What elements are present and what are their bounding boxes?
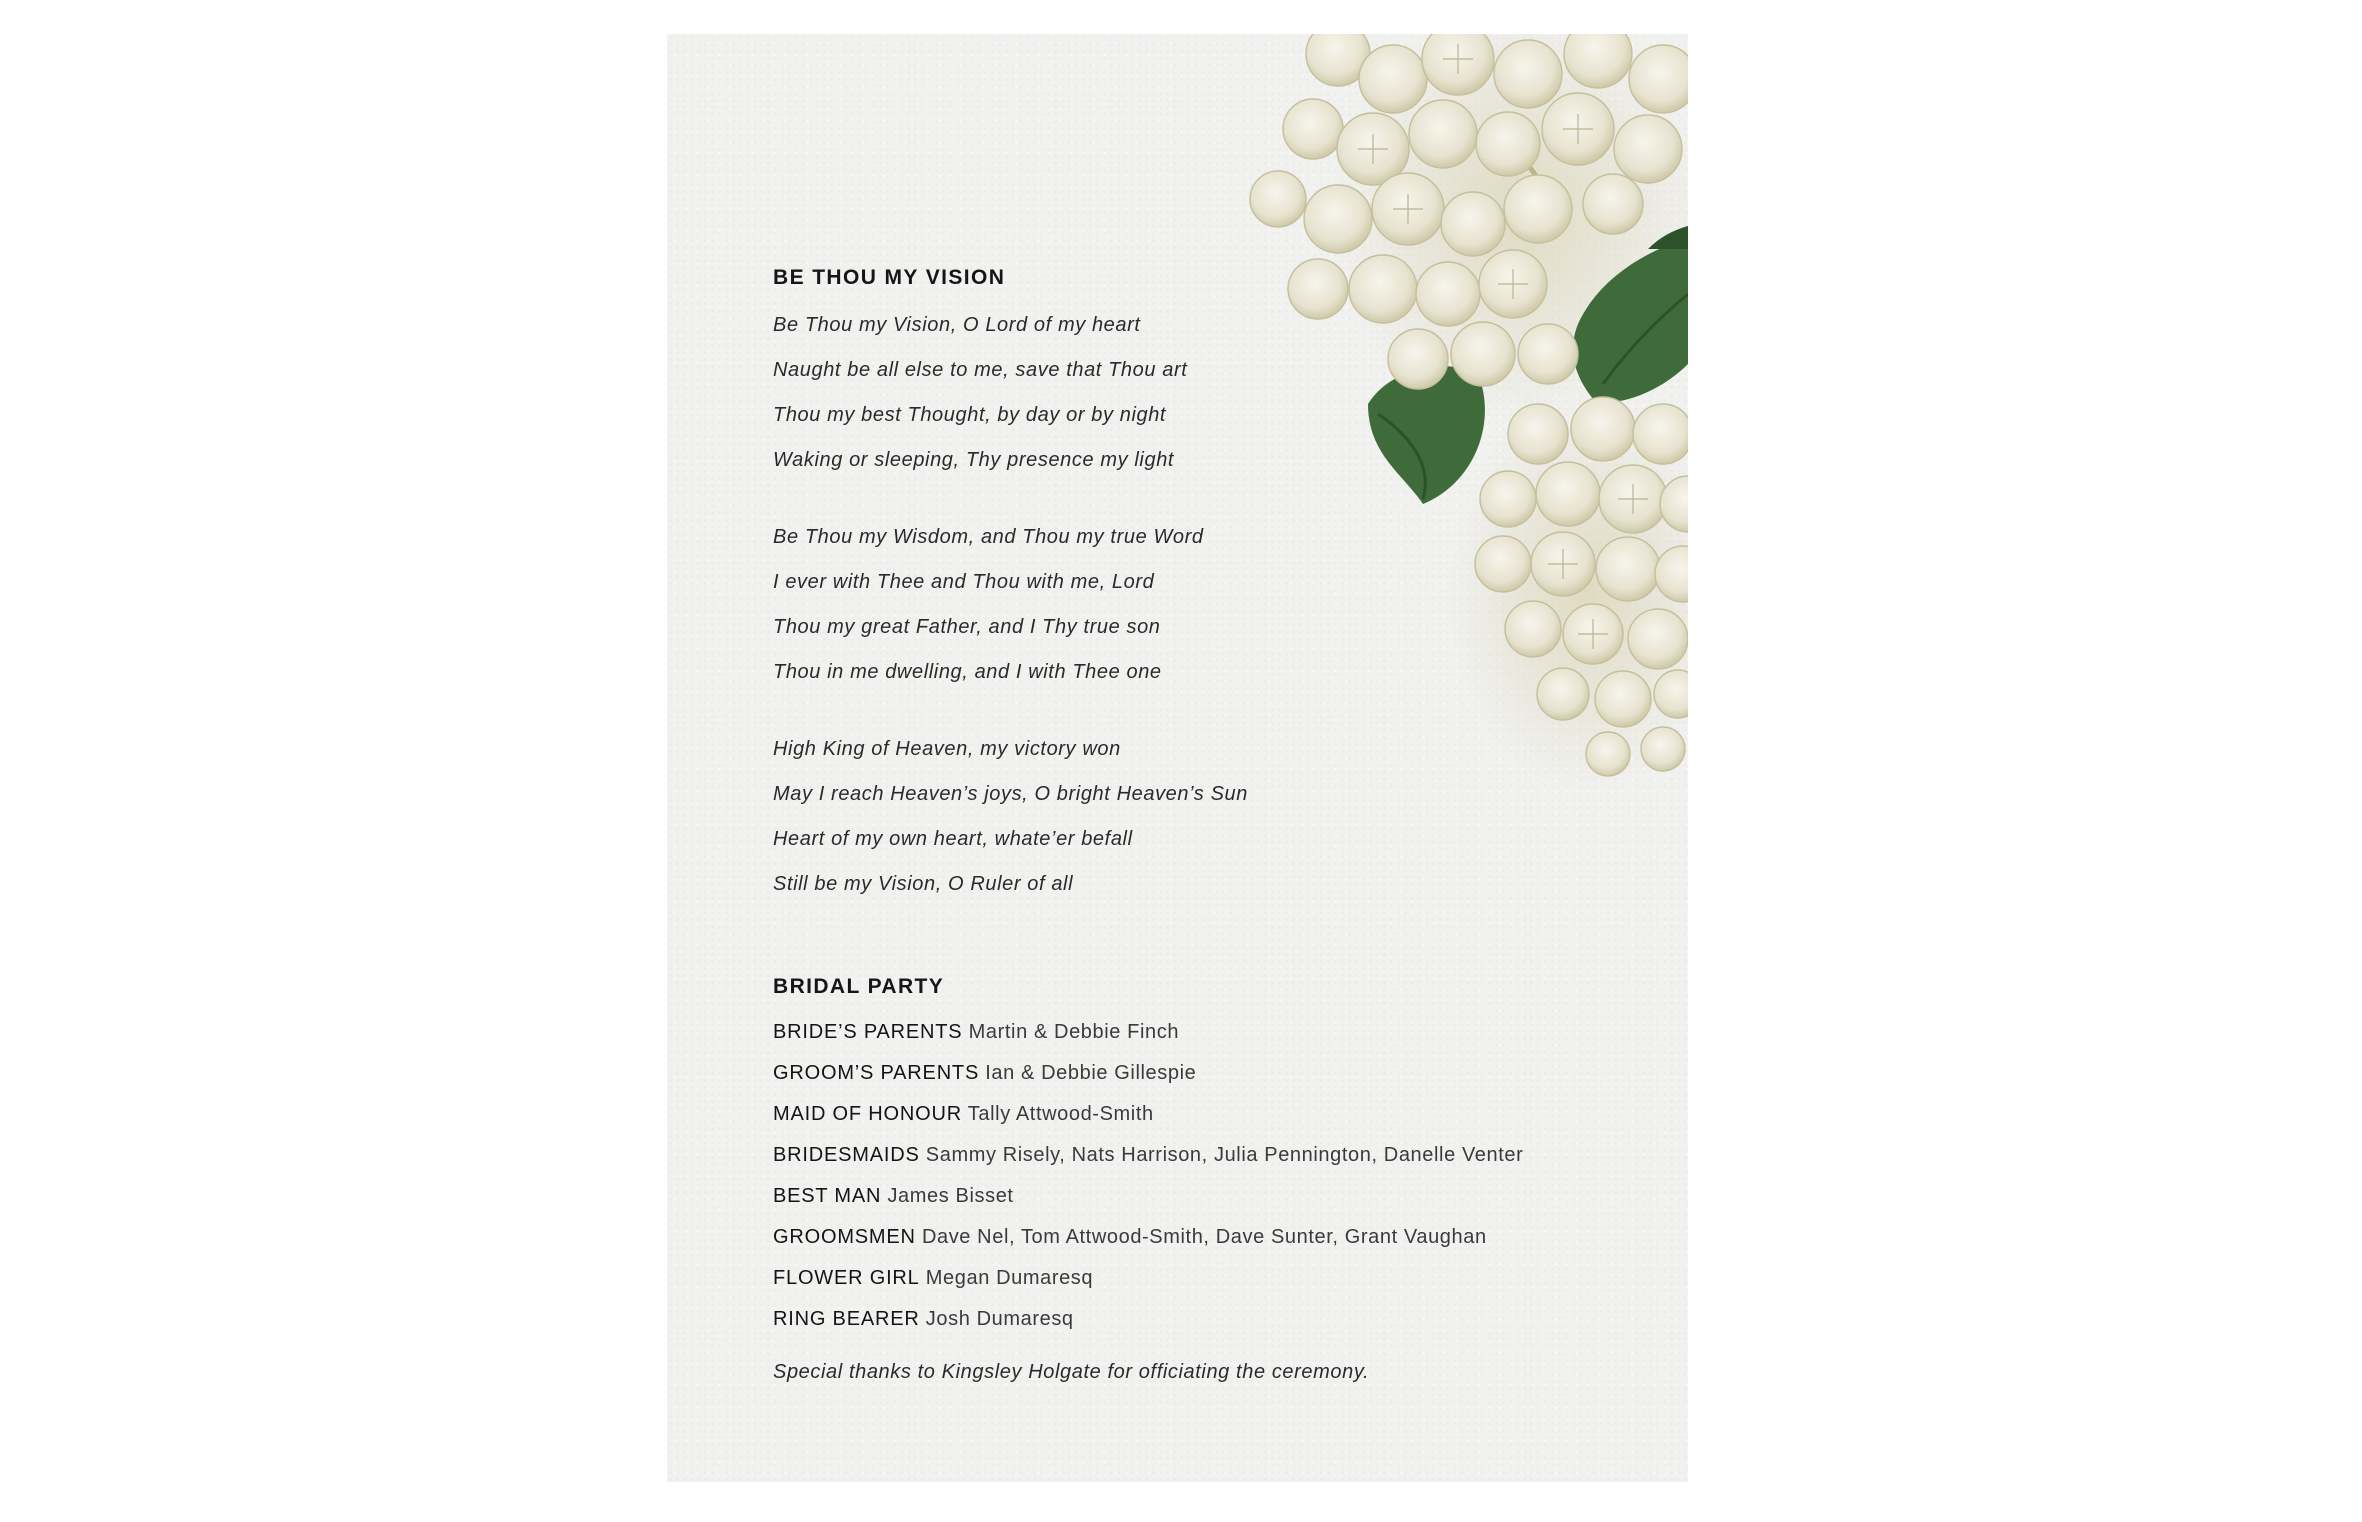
hymn-line: Still be my Vision, O Ruler of all <box>773 873 1074 895</box>
hymn-stanza-1 <box>773 303 1633 483</box>
party-member-brides-parents <box>773 1012 1633 1053</box>
hymn-line: High King of Heaven, my victory won <box>773 738 1121 760</box>
bridal-party-list <box>773 1012 1633 1340</box>
special-thanks-note: Special thanks to Kingsley Holgate for officiating the ceremony. <box>773 1361 1370 1383</box>
hymn-line: Be Thou my Vision, O Lord of my heart <box>773 314 1141 336</box>
party-member-groomsmen <box>773 1217 1633 1258</box>
party-role: RING BEARER <box>773 1308 920 1330</box>
party-member-flower-girl <box>773 1258 1633 1299</box>
party-role: BRIDE’S PARENTS <box>773 1021 963 1043</box>
party-role: GROOMSMEN <box>773 1226 916 1248</box>
hymn-stanza-3 <box>773 727 1633 907</box>
party-names: Tally Attwood-Smith <box>967 1103 1154 1125</box>
party-names: Martin & Debbie Finch <box>968 1021 1180 1043</box>
party-role: MAID OF HONOUR <box>773 1103 962 1125</box>
party-member-ring-bearer <box>773 1299 1633 1340</box>
party-names: James Bisset <box>887 1185 1014 1207</box>
program-card <box>667 34 1688 1482</box>
hymn-line: Waking or sleeping, Thy presence my light <box>773 449 1175 471</box>
party-member-grooms-parents <box>773 1053 1633 1094</box>
party-role: BEST MAN <box>773 1185 882 1207</box>
party-names: Ian & Debbie Gillespie <box>985 1062 1197 1084</box>
hymn-line: Naught be all else to me, save that Thou art <box>773 359 1188 381</box>
party-role: BRIDESMAIDS <box>773 1144 920 1166</box>
hymn-line: Be Thou my Wisdom, and Thou my true Word <box>773 526 1204 548</box>
hymn-line: Thou in me dwelling, and I with Thee one <box>773 661 1162 683</box>
bridal-party-title: BRIDAL PARTY <box>773 975 945 998</box>
party-member-maid-of-honour <box>773 1094 1633 1135</box>
party-names: Sammy Risely, Nats Harrison, Julia Pennington, Danelle Venter <box>925 1144 1524 1166</box>
hymn-title: BE THOU MY VISION <box>773 266 1006 289</box>
program-content <box>773 266 1633 1384</box>
hymn-line: Heart of my own heart, whate’er befall <box>773 828 1133 850</box>
party-member-bridesmaids <box>773 1135 1633 1176</box>
hymn-line: I ever with Thee and Thou with me, Lord <box>773 571 1155 593</box>
hymn-line: May I reach Heaven’s joys, O bright Heaven’s Sun <box>773 783 1248 805</box>
party-names: Josh Dumaresq <box>925 1308 1074 1330</box>
hymn-line: Thou my best Thought, by day or by night <box>773 404 1167 426</box>
party-names: Dave Nel, Tom Attwood-Smith, Dave Sunter, Grant Vaughan <box>921 1226 1487 1248</box>
party-names: Megan Dumaresq <box>925 1267 1094 1289</box>
party-role: GROOM’S PARENTS <box>773 1062 980 1084</box>
party-role: FLOWER GIRL <box>773 1267 920 1289</box>
hymn-line: Thou my great Father, and I Thy true son <box>773 616 1161 638</box>
party-member-best-man <box>773 1176 1633 1217</box>
hymn-stanza-2 <box>773 515 1633 695</box>
